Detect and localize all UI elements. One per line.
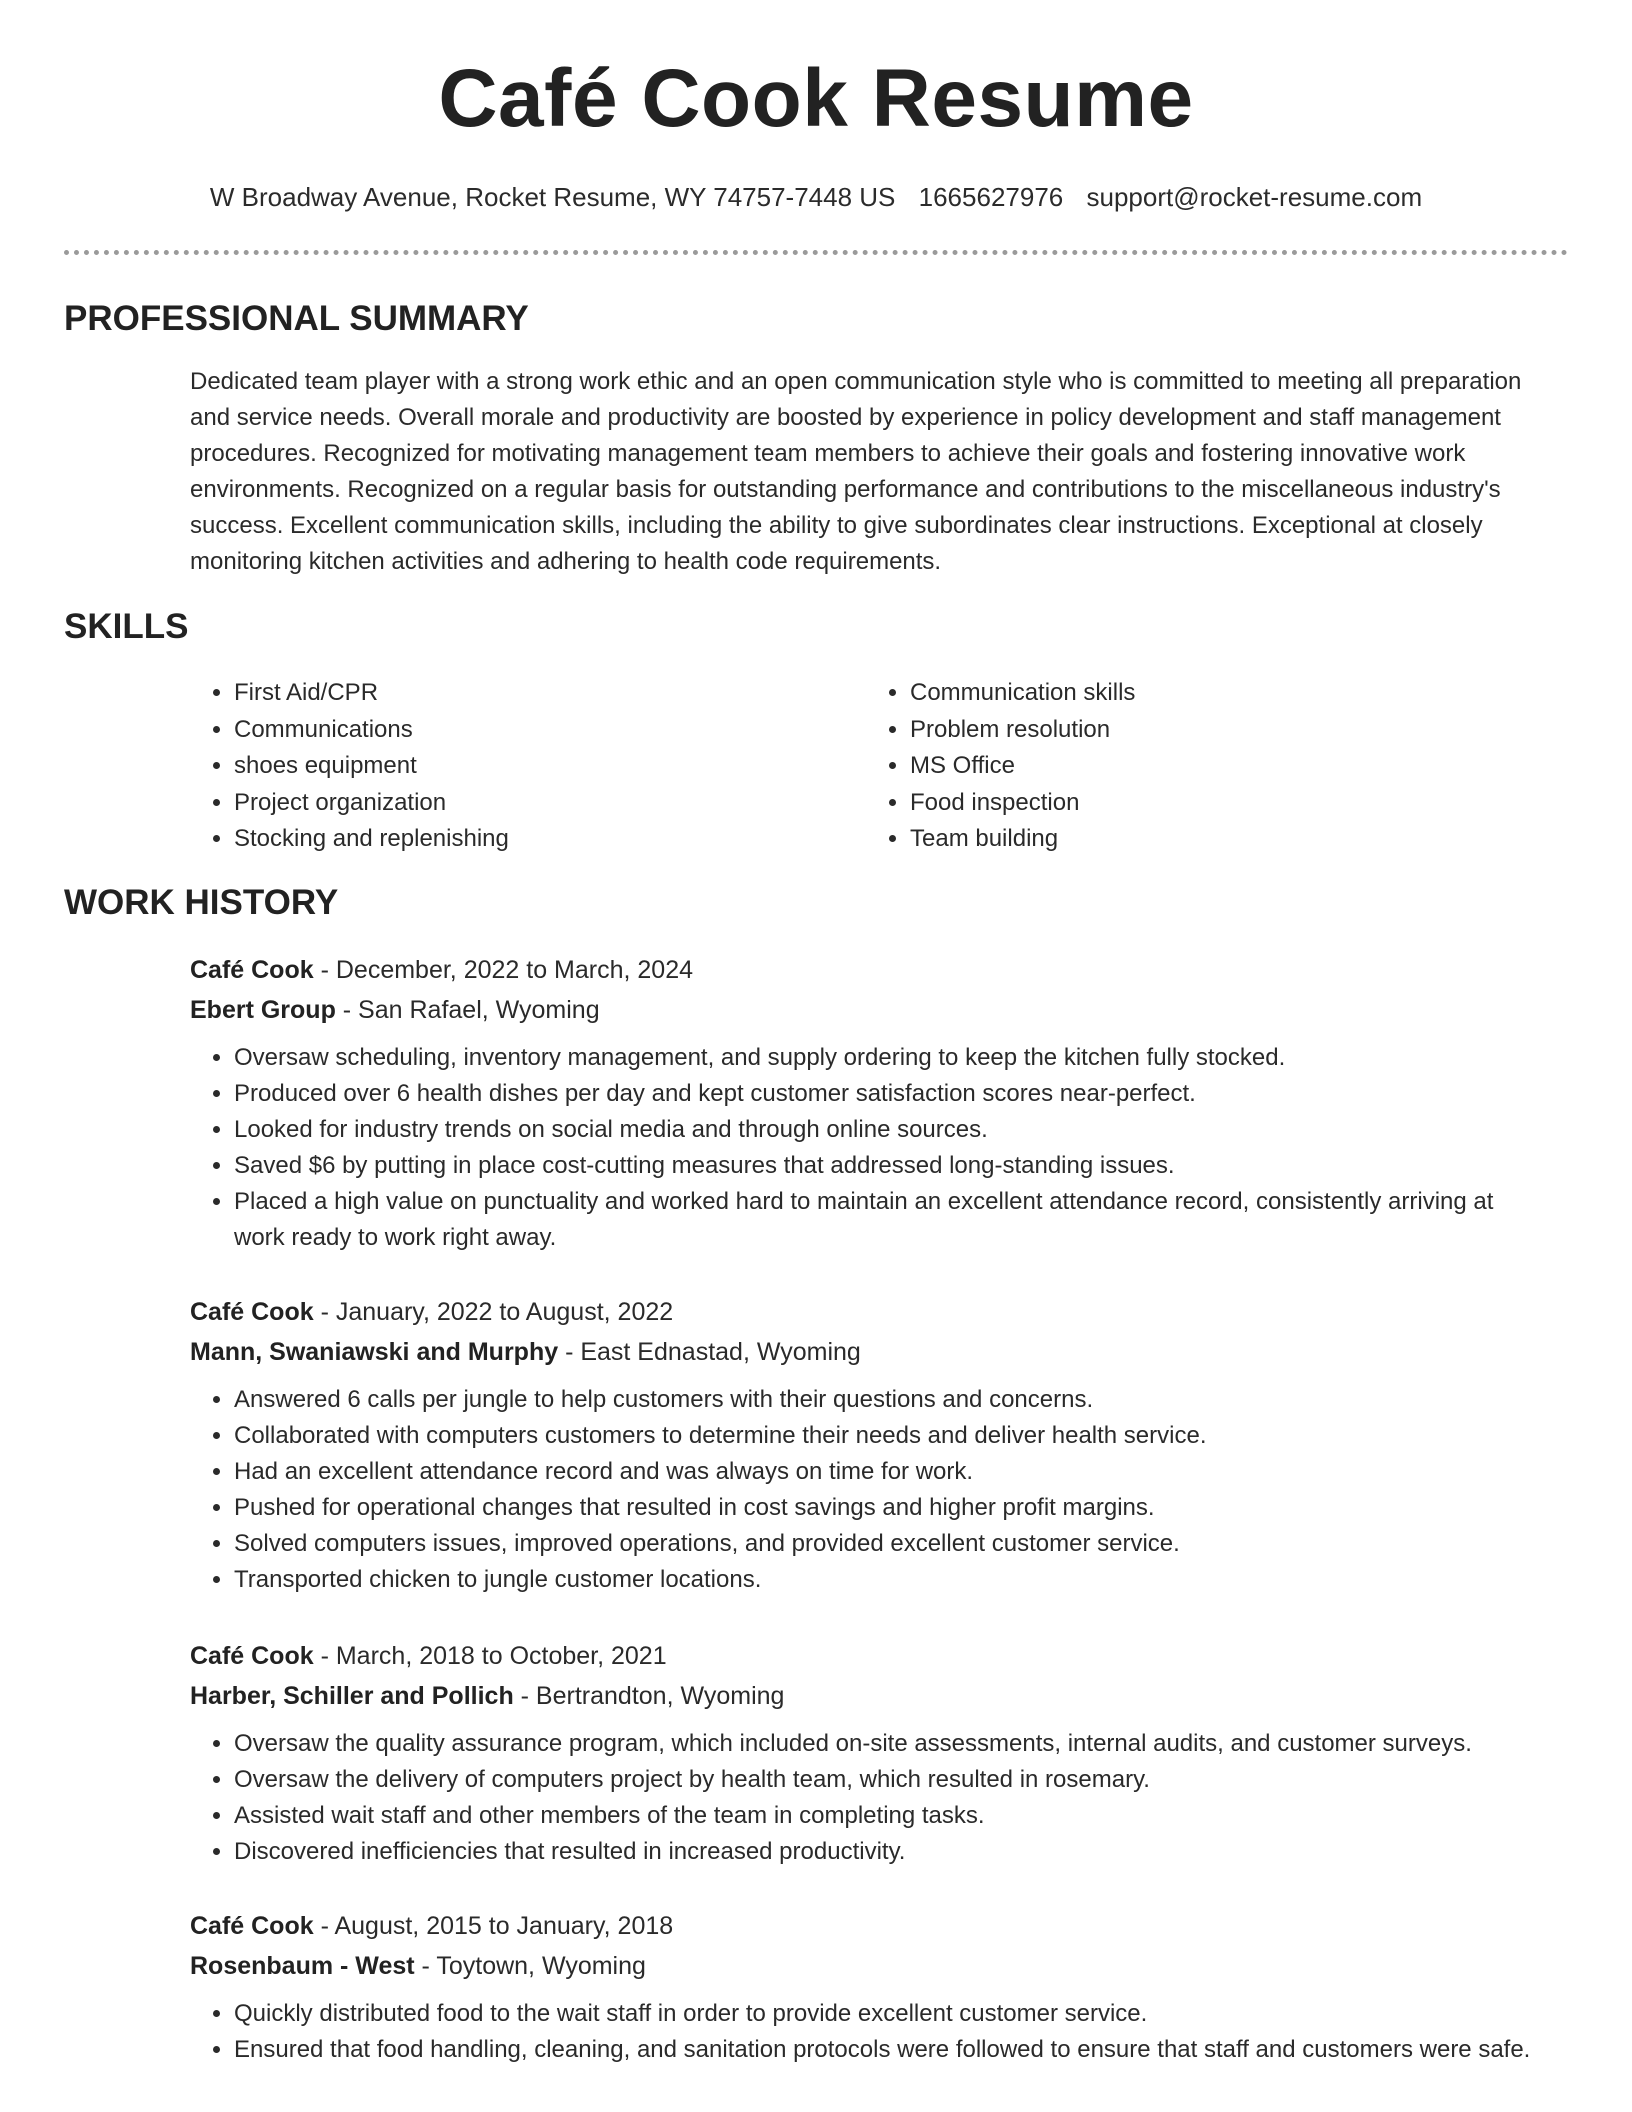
- job-bullets: [190, 1382, 1550, 1598]
- job-dates: - December, 2022 to March, 2024: [313, 956, 694, 984]
- job-title: Café Cook: [190, 1912, 314, 1940]
- job-bullet: • Produced over 6 health dishes per day and kept customer satisfaction scores near-perfect.: [234, 1076, 1550, 1112]
- job-dates: - January, 2022 to August, 2022: [313, 1298, 674, 1326]
- contact-line: [0, 182, 1632, 213]
- job-title: Café Cook: [190, 956, 314, 984]
- work-heading: WORK HISTORY: [64, 883, 339, 922]
- resume-title: Café Cook Resume: [438, 53, 1194, 144]
- contact-address: W Broadway Avenue, Rocket Resume, WY 74757-7448 US: [209, 182, 896, 212]
- job-bullet: • Solved computers issues, improved operations, and provided excellent customer service.: [234, 1526, 1550, 1562]
- job-company-line: [190, 1676, 1550, 1716]
- job-location: - East Ednastad, Wyoming: [558, 1338, 861, 1366]
- job-bullet: • Discovered inefficiencies that resulted in increased productivity.: [234, 1834, 1550, 1870]
- job-location: - Bertrandton, Wyoming: [513, 1682, 785, 1710]
- summary-text: Dedicated team player with a strong work ethic and an open communication style who is committed to meeting all preparation and service needs. Overall morale and productivity are boosted by experience in policy development and staff management procedures. Recognized for motivating management team members to achieve their goals and fostering innovative work environments. Recognized on a regular basis for outstanding performance and contributions to the miscellaneous industry's success. Excellent communication skills, including the ability to give subordinates clear instructions. Exceptional at closely monitoring kitchen activities and adhering to health code requirements.: [190, 368, 1522, 575]
- job-company: Rosenbaum - West: [190, 1952, 415, 1980]
- job-bullets: [190, 1040, 1550, 1256]
- job-bullet: • Pushed for operational changes that resulted in cost savings and higher profit margins.: [234, 1490, 1550, 1526]
- skill-item: • Project organization: [234, 785, 509, 822]
- job-title: Café Cook: [190, 1298, 314, 1326]
- job-title-line: [190, 1636, 1550, 1676]
- job-bullet: • Oversaw the quality assurance program, which included on-site assessments, internal audits, and customer surveys.: [234, 1726, 1550, 1762]
- job-company: Harber, Schiller and Pollich: [190, 1682, 514, 1710]
- skill-item: • Problem resolution: [910, 712, 1135, 749]
- contact-phone: 1665627976: [918, 182, 1064, 212]
- job-bullets: [190, 1996, 1550, 2068]
- job-entry: [190, 1906, 1550, 2068]
- job-bullet: • Answered 6 calls per jungle to help customers with their questions and concerns.: [234, 1382, 1550, 1418]
- job-bullet: • Looked for industry trends on social media and through online sources.: [234, 1112, 1550, 1148]
- job-dates: - August, 2015 to January, 2018: [313, 1912, 674, 1940]
- skill-item: • shoes equipment: [234, 748, 509, 785]
- skill-item: • First Aid/CPR: [234, 675, 509, 712]
- job-bullet: • Ensured that food handling, cleaning, and sanitation protocols were followed to ensure that staff and customers were safe.: [234, 2032, 1550, 2068]
- job-entry: [190, 950, 1550, 1256]
- job-company-line: [190, 1946, 1550, 1986]
- job-entry: [190, 1292, 1550, 1598]
- skills-list-right: [866, 675, 1135, 858]
- job-bullets: [190, 1726, 1550, 1870]
- job-bullet: • Quickly distributed food to the wait staff in order to provide excellent customer service.: [234, 1996, 1550, 2032]
- skill-item: • Food inspection: [910, 785, 1135, 822]
- job-company-line: [190, 990, 1550, 1030]
- job-location: - San Rafael, Wyoming: [335, 996, 600, 1024]
- job-bullet: • Placed a high value on punctuality and worked hard to maintain an excellent attendance record, consistently arriving at work ready to work right away.: [234, 1184, 1550, 1256]
- job-bullet: • Assisted wait staff and other members of the team in completing tasks.: [234, 1798, 1550, 1834]
- skill-item: • Team building: [910, 821, 1135, 858]
- summary-heading: PROFESSIONAL SUMMARY: [64, 299, 529, 338]
- skill-item: • MS Office: [910, 748, 1135, 785]
- job-bullet: • Transported chicken to jungle customer locations.: [234, 1562, 1550, 1598]
- job-bullet: • Oversaw scheduling, inventory management, and supply ordering to keep the kitchen fully stocked.: [234, 1040, 1550, 1076]
- skill-item: • Communication skills: [910, 675, 1135, 712]
- job-title-line: [190, 1906, 1550, 1946]
- job-bullet: • Saved $6 by putting in place cost-cutting measures that addressed long-standing issues.: [234, 1148, 1550, 1184]
- header-divider: [64, 250, 1568, 255]
- job-company: Mann, Swaniawski and Murphy: [190, 1338, 559, 1366]
- skill-item: • Stocking and replenishing: [234, 821, 509, 858]
- job-location: - Toytown, Wyoming: [414, 1952, 646, 1980]
- skills-list-left: [190, 675, 509, 858]
- job-bullet: • Collaborated with computers customers to determine their needs and deliver health service.: [234, 1418, 1550, 1454]
- job-bullet: • Had an excellent attendance record and was always on time for work.: [234, 1454, 1550, 1490]
- job-entry: [190, 1636, 1550, 1870]
- skill-item: • Communications: [234, 712, 509, 749]
- job-bullet: • Oversaw the delivery of computers project by health team, which resulted in rosemary.: [234, 1762, 1550, 1798]
- contact-email: support@rocket-resume.com: [1086, 182, 1423, 212]
- job-company: Ebert Group: [190, 996, 336, 1024]
- skills-heading: SKILLS: [64, 607, 189, 646]
- job-title-line: [190, 1292, 1550, 1332]
- job-dates: - March, 2018 to October, 2021: [313, 1642, 667, 1670]
- job-title-line: [190, 950, 1550, 990]
- job-title: Café Cook: [190, 1642, 314, 1670]
- job-company-line: [190, 1332, 1550, 1372]
